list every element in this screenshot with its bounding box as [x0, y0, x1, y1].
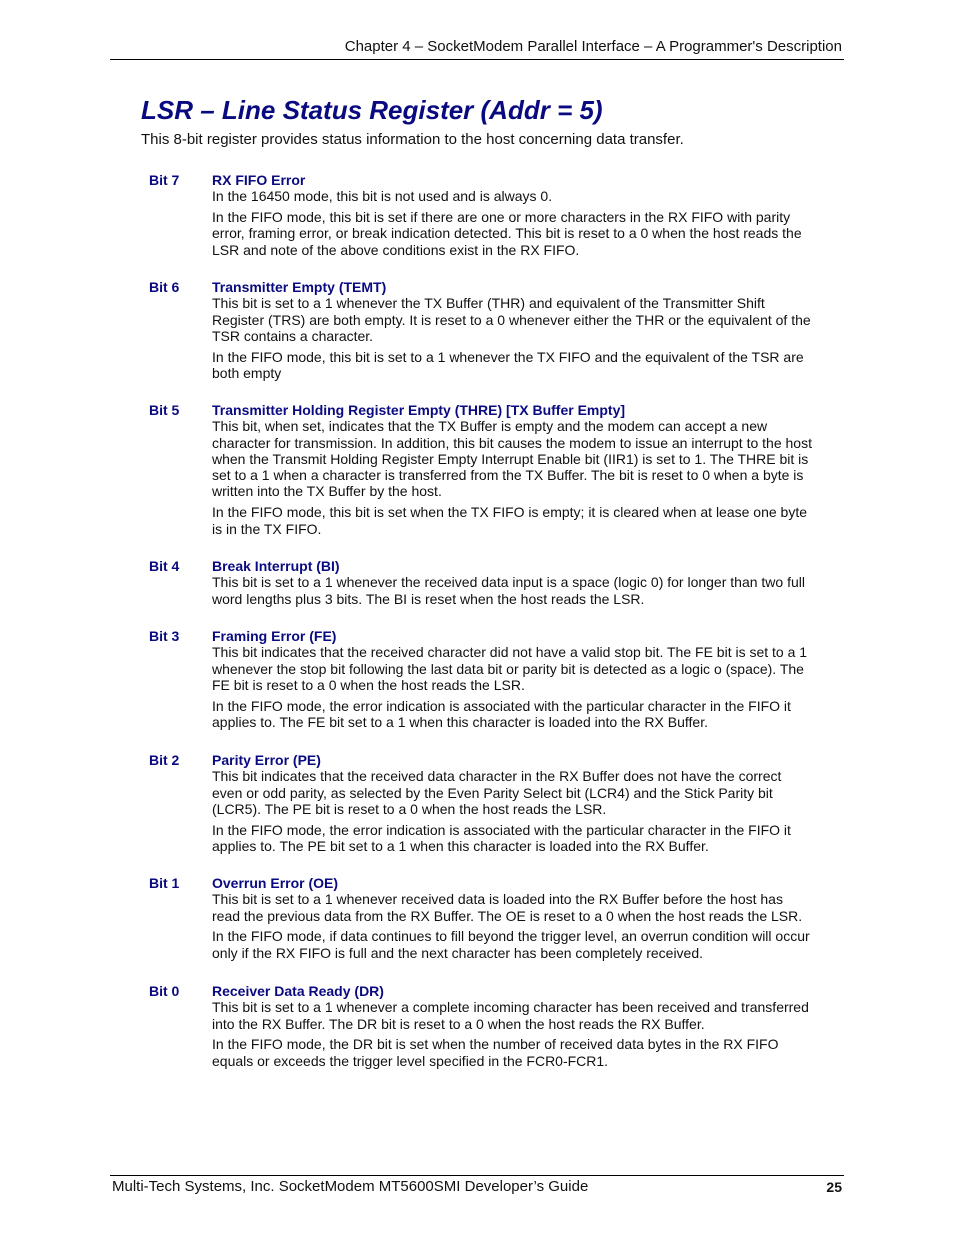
bit-number: Bit 7 — [149, 172, 180, 188]
bit-number: Bit 4 — [149, 558, 180, 574]
text-line: equals or exceeds the trigger level specified in the FCR0-FCR1. — [212, 1052, 609, 1069]
bit-number: Bit 5 — [149, 402, 180, 418]
bit-name: Transmitter Empty (TEMT) — [212, 279, 387, 295]
text-line: This bit is set to a 1 whenever the received data input is a space (logic 0) for longer than two full — [212, 574, 805, 591]
bit-paragraph — [212, 822, 829, 855]
text-line: This bit indicates that the received data character in the RX Buffer does not have the correct — [212, 768, 782, 785]
page-number: 25 — [826, 1179, 842, 1195]
text-line: This bit is set to a 1 whenever the TX Buffer (THR) and equivalent of the Transmitter Shift — [212, 295, 765, 312]
bit-paragraph — [212, 698, 829, 731]
text-line: TSR contains a character. — [212, 327, 374, 344]
bit-body — [212, 402, 829, 537]
footer-text: Multi-Tech Systems, Inc. SocketModem MT5600SMI Developer’s Guide — [112, 1178, 589, 1195]
bit-section — [149, 875, 829, 965]
text-line: LSR and note of the above conditions exist in the RX FIFO. — [212, 241, 580, 258]
running-header: Chapter 4 – SocketModem Parallel Interface – A Programmer's Description — [344, 38, 842, 55]
bit-number: Bit 1 — [149, 875, 180, 891]
text-line: character for transmission. In addition, this bit causes the modem to issue an interrupt to the host — [212, 434, 812, 451]
text-line: only if the RX FIFO is full and the next character has been completely received. — [212, 944, 704, 961]
bit-body — [212, 875, 829, 961]
text-line: This bit indicates that the received character did not have a valid stop bit. The FE bit is set to a 1 — [212, 644, 808, 661]
text-line: when the Transmit Holding Register Empty Interrupt Enable bit (IIR1) is set to 1. The THRE bit is — [212, 450, 809, 467]
text-line: In the FIFO mode, the DR bit is set when the number of received data bytes in the RX FIFO — [212, 1036, 779, 1053]
text-line: In the FIFO mode, this bit is set if there are one or more characters in the RX FIFO with parity — [212, 209, 791, 226]
bit-paragraph — [212, 1036, 829, 1069]
text-line: In the FIFO mode, the error indication is associated with the particular character in the FIFO it — [212, 697, 791, 714]
text-line: whenever the stop bit following the last data bit or parity bit is detected as a logic o (space). The — [212, 660, 804, 677]
bit-name: Overrun Error (OE) — [212, 875, 339, 891]
text-line: set to a 1 when a character is transferred from the TX Buffer. The bit is reset to 0 when a byte is — [212, 467, 804, 484]
text-line: This bit is set to a 1 whenever received data is loaded into the RX Buffer before the host has — [212, 891, 783, 908]
bit-section — [149, 402, 829, 541]
bit-section — [149, 983, 829, 1073]
bit-body — [212, 752, 829, 854]
bit-paragraph — [212, 999, 829, 1032]
bit-paragraph — [212, 349, 829, 382]
bit-number: Bit 6 — [149, 279, 180, 295]
text-line: even or odd parity, as selected by the Even Parity Select bit (LCR4) and the Stick Parity bit — [212, 784, 773, 801]
bit-section — [149, 172, 829, 262]
bit-paragraph — [212, 295, 829, 344]
bit-body — [212, 279, 829, 381]
bit-body — [212, 628, 829, 730]
bit-paragraph — [212, 644, 829, 693]
bit-body — [212, 983, 829, 1069]
bit-body — [212, 558, 829, 607]
header-rule — [110, 59, 844, 60]
bit-name: Receiver Data Ready (DR) — [212, 983, 384, 999]
bit-name: Framing Error (FE) — [212, 628, 337, 644]
text-line: FE bit is reset to a 0 when the host reads the LSR. — [212, 676, 525, 693]
bit-paragraph — [212, 574, 829, 607]
text-line: word lengths plus 3 bits. The BI is reset when the host reads the LSR. — [212, 590, 645, 607]
bit-name: Break Interrupt (BI) — [212, 558, 340, 574]
bit-paragraph — [212, 504, 829, 537]
text-line: In the FIFO mode, this bit is set when the TX FIFO is empty; it is cleared when at lease one byte — [212, 504, 808, 521]
intro-text: This 8-bit register provides status information to the host concerning data transfer. — [141, 131, 684, 148]
bit-section — [149, 279, 829, 386]
text-line: applies to. The PE bit set to a 1 when this character is loaded into the RX Buffer. — [212, 837, 709, 854]
bit-number: Bit 3 — [149, 628, 180, 644]
page-title: LSR – Line Status Register (Addr = 5) — [141, 95, 603, 125]
text-line: into the RX Buffer. The DR bit is reset to a 0 when the host reads the RX Buffer. — [212, 1015, 705, 1032]
bit-paragraph — [212, 768, 829, 817]
bit-paragraph — [212, 418, 829, 499]
text-line: This bit, when set, indicates that the TX Buffer is empty and the modem can accept a new — [212, 418, 768, 435]
text-line: In the FIFO mode, the error indication is associated with the particular character in the FIFO it — [212, 821, 791, 838]
text-line: This bit is set to a 1 whenever a complete incoming character has been received and transferred — [212, 999, 809, 1016]
bit-body — [212, 172, 829, 258]
bit-section — [149, 628, 829, 735]
footer-rule — [110, 1175, 844, 1176]
bit-section — [149, 752, 829, 859]
text-line: In the 16450 mode, this bit is not used and is always 0. — [212, 188, 553, 205]
text-line: (LCR5). The PE bit is reset to a 0 when the host reads the LSR. — [212, 800, 607, 817]
text-line: written into the TX Buffer by the host. — [212, 483, 442, 500]
bit-name: Parity Error (PE) — [212, 752, 321, 768]
bit-name: Transmitter Holding Register Empty (THRE) [TX Buffer Empty] — [212, 402, 626, 418]
bit-number: Bit 0 — [149, 983, 180, 999]
text-line: applies to. The FE bit set to a 1 when this character is loaded into the RX Buffer. — [212, 713, 708, 730]
bit-section — [149, 558, 829, 611]
bit-paragraph — [212, 188, 829, 204]
bit-paragraph — [212, 891, 829, 924]
text-line: both empty — [212, 364, 282, 381]
bit-number: Bit 2 — [149, 752, 180, 768]
bit-paragraph — [212, 209, 829, 258]
text-line: read the previous data from the RX Buffer. The OE is reset to a 0 when the host reads the LSR. — [212, 907, 803, 924]
text-line: In the FIFO mode, if data continues to fill beyond the trigger level, an overrun condition will occur — [212, 928, 810, 945]
bit-paragraph — [212, 928, 829, 961]
bit-name: RX FIFO Error — [212, 172, 306, 188]
text-line: error, framing error, or break indication detected. This bit is reset to a 0 when the host reads the — [212, 225, 802, 242]
text-line: is in the TX FIFO. — [212, 520, 322, 537]
text-line: Register (TRS) are both empty. It is reset to a 0 whenever either the THR or the equivalent of the — [212, 311, 811, 328]
text-line: In the FIFO mode, this bit is set to a 1 whenever the TX FIFO and the equivalent of the TSR are — [212, 348, 804, 365]
